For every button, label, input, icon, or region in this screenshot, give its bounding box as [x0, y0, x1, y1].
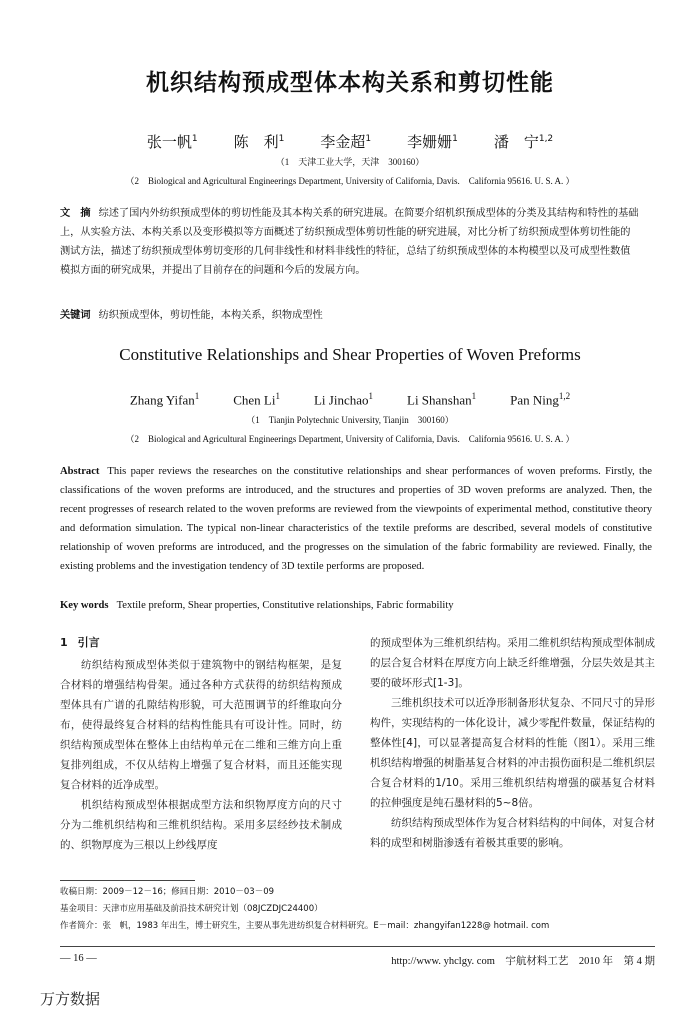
- keywords-en: [60, 596, 652, 615]
- paper-title-en: Constitutive Relationships and Shear Properties of Woven Preforms: [119, 345, 581, 364]
- paragraph: 三维机织技术可以近净形制备形状复杂、不同尺寸的异形构件，实现结构的一体化设计，减少零配件数量，保证结构的整体性[4]，可以显著提高复合材料的性能（图1）。采用三维机织结构增强的树脂基复合材料的冲击损伤面积是二维机织层合复合材料的1/10。采用三维机织结构增强的碳基复合材料的拉伸强度是纯石墨材料的5~8倍。: [370, 697, 655, 809]
- author-list-en: [0, 391, 700, 408]
- footnote-received: 收稿日期：2009－12－16；修回日期：2010－03－09: [60, 887, 275, 897]
- author-cn: 潘 宁$^{1,2}$: [493, 133, 554, 151]
- keywords-en-text: Textile preform, Shear properties, Constitutive relationships, Fabric formability: [116, 600, 454, 611]
- page-number: — 16 —: [60, 953, 97, 964]
- paper-title-cn: 机织结构预成型体本构关系和剪切性能: [146, 70, 554, 96]
- affiliation-cn-2: （2 Biological and Agricultural Engineerings Department, University of California, Davis. California 95616. U. S. A. ）: [125, 176, 575, 186]
- footnotes: [60, 884, 640, 935]
- section-heading: 1 引言: [60, 636, 100, 649]
- author-cn: 李金超$^1$: [320, 133, 372, 151]
- paragraph: 的预成型体为三维机织结构。采用二维机织结构预成型体制成的层合复合材料在厚度方向上缺乏纤维增强，分层失效是其主要的破坏形式[1-3]。: [370, 637, 655, 689]
- watermark: 万方数据: [40, 990, 101, 1008]
- author-en: Zhang Yifan$^1$: [129, 391, 200, 408]
- author-cn: 陈 利$^1$: [233, 133, 285, 151]
- abstract-cn: [60, 204, 640, 280]
- author-en: Pan Ning$^{1,2}$: [510, 391, 571, 408]
- footnote-funding: 基金项目：天津市应用基础及前沿技术研究计划（08JCZDJC24400）: [60, 904, 323, 914]
- author-en: Li Shanshan$^1$: [407, 391, 477, 408]
- footnote-divider: [60, 880, 195, 881]
- keywords-cn-text: 纺织预成型体，剪切性能，本构关系，织物成型性: [98, 310, 323, 321]
- body-left-column: [60, 633, 342, 855]
- footnote-author: 作者简介：张 帆，1983 年出生，博士研究生，主要从事先进纺织复合材料研究。E－mail：zhangyifan1228@ hotmail. com: [60, 921, 550, 931]
- keywords-cn-label: 关键词: [60, 310, 91, 321]
- author-list-cn: [0, 131, 700, 152]
- keywords-en-label: Key words: [60, 600, 109, 611]
- affiliation-en-2: （2 Biological and Agricultural Engineerings Department, University of California, Davis. California 95616. U. S. A. ）: [125, 434, 575, 444]
- abstract-cn-text: 综述了国内外纺织预成型体的剪切性能及其本构关系的研究进展。在简要介绍机织预成型体的分类及其结构和特性的基础上，从实验方法、本构关系以及变形模拟等方面概述了纺织预成型体剪切性能的研究进展，对比分析了纺织预成型体剪切性能的测试方法，描述了纺织预成型体剪切变形的几何非线性和材料非线性的特征，总结了纺织预成型体的本构模型以及可成型性数值模拟方面的研究成果，并提出了目前存在的问题和今后的发展方向。: [60, 208, 639, 276]
- author-en: Li Jinchao$^1$: [313, 391, 373, 408]
- author-cn: 李姗姗$^1$: [407, 133, 458, 151]
- paragraph: 机织结构预成型体根据成型方法和织物厚度方向的尺寸分为二维机织结构和三维机织结构。采用多层经纱技术制成的、织物厚度为三根以上纱线厚度: [60, 799, 342, 851]
- affiliation-cn-1: （1 天津工业大学，天津 300160）: [275, 157, 425, 167]
- page-footer: [60, 953, 655, 968]
- abstract-en: [60, 462, 652, 576]
- body-right-column: [370, 633, 655, 853]
- abstract-en-text: This paper reviews the researches on the constitutive relationships and shear performances of woven preforms. Firstly, the classifications of the woven preforms are introduced, and the structures and properties of 3D woven preforms are analyzed. Then, the recent progresses of research related to the woven preforms are reviewed from the viewpoints of experimental method, constitutive theory and deformation simulation. The typical non-linear characteristics of the textile preforms are described, several models of constitutive relationship of woven preforms are introduced, and the progresses on the simulation of the fabric formability are reviewed. Finally, the existing problems and the investigation tendency of 3D textile performs are proposed.: [60, 466, 652, 572]
- abstract-en-label: Abstract: [60, 466, 100, 477]
- footer-divider: [60, 946, 655, 947]
- abstract-cn-label: 文 摘: [60, 208, 91, 219]
- affiliation-en-1: （1 Tianjin Polytechnic University, Tianjin 300160）: [246, 415, 454, 425]
- keywords-cn: [60, 306, 640, 321]
- author-en: Chen Li$^1$: [233, 391, 280, 408]
- paragraph: 纺织结构预成型体作为复合材料结构的中间体，对复合材料的成型和树脂渗透有着极其重要的影响。: [370, 817, 655, 849]
- paragraph: 纺织结构预成型体类似于建筑物中的钢结构框架，是复合材料的增强结构骨架。通过各种方式获得的纺织结构预成型体具有广谱的孔隙结构形貌，可大范围调节的纤维取向分布，使得最终复合材料的结构性能具有可设计性。同时，纺织结构预成型体在整体上由结构单元在二维和三维方向上重复排列组成，不仅从结构上增强了复合材料，而且还能实现复合材料的近净成型。: [60, 659, 342, 791]
- author-cn: 张一帆$^1$: [146, 133, 198, 151]
- journal-info: http://www. yhclgy. com 宇航材料工艺 2010 年 第 4 期: [391, 956, 655, 967]
